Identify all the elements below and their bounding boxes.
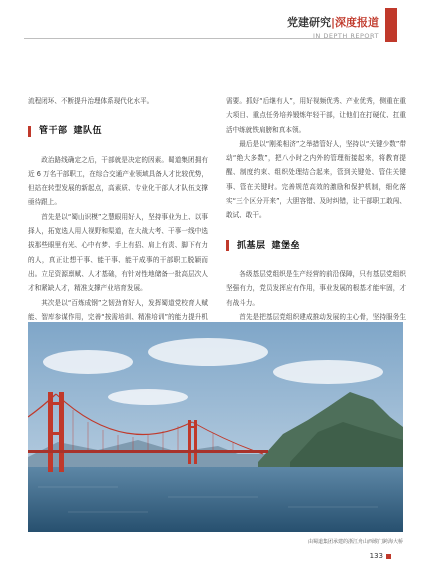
bridge-photo-illustration [28,322,403,532]
section-header [287,14,379,40]
paragraph: 首先是以“蜀山识模”之慧眼用好人，坚持事业为上、以事择人，拓宽选人用人视野和渠道，在大战大考、干事一线中选拔那些眼里有光、心中有梦、手上有招、肩上有责、脚下有力的人，真正让想干事、能干事、能干成事的干部职工脱颖而出。立足资源禀赋、人才基础，有针对性地储备一批高层次人才和紧缺人才，精准支撑产业培育发展。 [28,212,208,293]
paragraph: 其次是以“百炼成钢”之韧劲育好人，发挥蜀道党校育人赋能、智库参谋作用，完善“按需培训、精准培训”的能力提升机 [28,298,208,321]
section-title: 管干部 建队伍 [39,126,103,137]
section-marker [28,126,31,137]
section-heading-cadres [28,124,208,138]
section-title: 抓基层 建堡垒 [237,240,301,251]
page-number: 133 [370,552,391,560]
photo-caption: 由蜀道集团承建的浙江舟山西堠门跨海大桥 [307,539,403,545]
paragraph: 各级基层党组织是生产经营的前沿保障，只有基层党组织坚强有力，党员发挥应有作用，事业发展的根基才能牢固，才有战斗力。 [226,269,406,307]
header-separator: | [330,16,335,29]
sea [28,467,403,532]
paragraph: 政治路线确定之后，干部就是决定的因素。蜀道集团拥有近 6 万名干部职工，在综合交通产业领域具备人才比较优势，但站在转型发展的新起点，高素质、专业化干部人才队伍支撑亟待跟上。 [28,155,208,207]
header-title-sub: 深度报道 [335,16,379,29]
section-heading-grassroots [226,239,406,253]
page-number-marker [386,554,391,559]
header-title [287,14,379,30]
bridge-photo [28,322,403,532]
right-column [226,94,406,338]
paragraph: 流程闭环、不断提升治理体系现代化水平。 [28,97,154,105]
paragraph: 最后是以“刚柔相济”之举措管好人，坚持以“关键少数”带动“绝大多数”，把八小时之内外的管理衔接起来，将教育提醒、制度约束、组织处理结合起来，管到关键处、管住关键事、管在关键时。完善规范高效的激励和保护机制，细化落实“三个区分开来”，大胆容错、及时纠错，让干部职工敢闯、敢试、敢干。 [226,139,406,220]
left-column [28,94,208,338]
paragraph: 需要。抓好“后继有人”，用好视频优秀、产业优秀，侧重在重大项目、重点任务培养锻炼年轻干部，让他们在打硬仗、扛重活中练就铁肩膀和真本领。 [226,97,406,134]
paragraph: 首先是把基层党组织建成推动发展的主心骨，坚持服务生 [239,312,406,321]
header-accent-bar [385,8,397,42]
header-subtitle-en: IN DEPTH REPORT [313,32,379,40]
section-marker [226,240,229,251]
header-title-main: 党建研究 [286,16,331,29]
